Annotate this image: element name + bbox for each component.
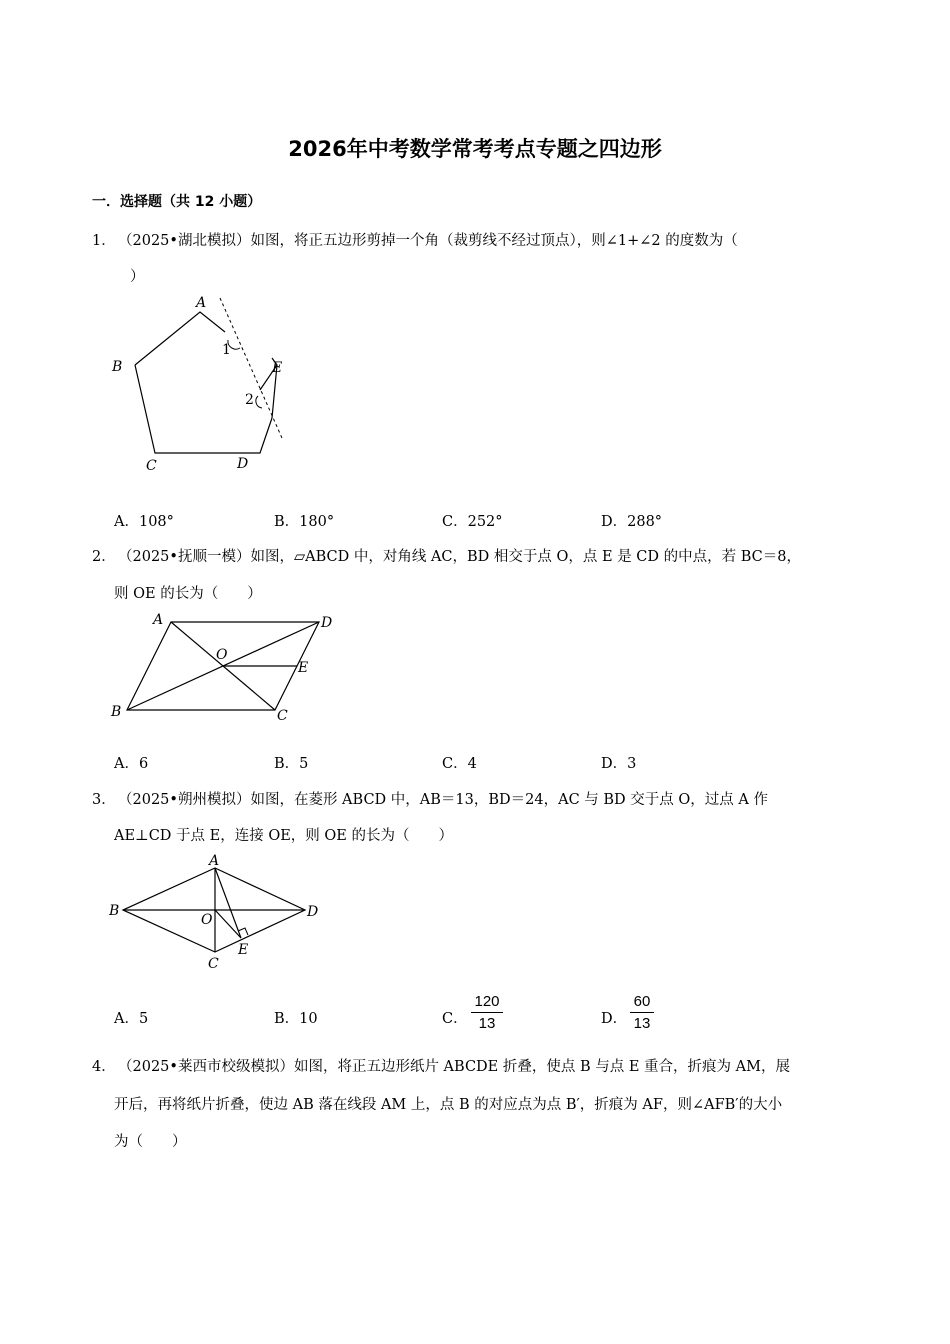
option-c-fraction <box>471 993 503 1032</box>
label-C: C <box>208 956 219 972</box>
option-b[interactable]: B．10 <box>274 1011 318 1027</box>
label-C: C <box>146 458 157 474</box>
question-text: （2025•莱西市校级模拟）如图，将正五边形纸片 ABCDE 折叠，使点 B 与点 E 重合，折痕为 AM，展 <box>118 1059 790 1075</box>
question-text: 开后，再将纸片折叠，使边 AB 落在线段 AM 上，点 B 的对应点为点 B′，折痕为 AF，则∠AFB′的大小 <box>114 1097 783 1113</box>
fraction-denominator: 13 <box>633 1015 651 1032</box>
option-a[interactable]: A．6 <box>114 756 149 772</box>
option-c[interactable]: C． <box>442 1011 468 1027</box>
option-c[interactable]: C．4 <box>442 756 477 772</box>
angle-2-label: 2 <box>245 392 254 408</box>
label-B: B <box>109 903 120 919</box>
option-a[interactable]: A．108° <box>114 514 174 530</box>
section-heading: 一．选择题（共 12 小题） <box>92 194 262 210</box>
label-E: E <box>298 660 309 676</box>
option-d-fraction <box>630 993 654 1032</box>
fraction-numerator: 120 <box>474 993 500 1010</box>
question-text: ） <box>130 269 145 285</box>
option-a[interactable]: A．5 <box>114 1011 149 1027</box>
label-B: B <box>112 359 123 375</box>
question-number: 1． <box>92 233 116 249</box>
label-A: A <box>209 853 220 869</box>
question-text: （2025•朔州模拟）如图，在菱形 ABCD 中，AB＝13，BD＝24，AC 与 BD 交于点 O，过点 A 作 <box>118 792 768 808</box>
question-text: AE⊥CD 于点 E，连接 OE，则 OE 的长为（ ） <box>114 828 453 844</box>
option-c[interactable]: C．252° <box>442 514 503 530</box>
fraction-numerator: 60 <box>633 993 651 1010</box>
question-number: 4． <box>92 1059 116 1075</box>
question-number: 3． <box>92 792 116 808</box>
label-C: C <box>277 708 288 723</box>
option-d[interactable]: D． <box>601 1011 628 1027</box>
option-d[interactable]: D．3 <box>601 756 637 772</box>
label-A: A <box>153 612 164 628</box>
question-text: 则 OE 的长为（ ） <box>114 586 262 602</box>
option-b[interactable]: B．180° <box>274 514 335 530</box>
label-E: E <box>272 360 283 376</box>
question-number: 2． <box>92 549 116 565</box>
label-O: O <box>201 912 213 928</box>
label-O: O <box>216 647 228 663</box>
label-D: D <box>321 615 333 631</box>
label-E: E <box>238 942 249 958</box>
option-d[interactable]: D．288° <box>601 514 663 530</box>
label-A: A <box>196 295 207 311</box>
parallelogram-figure <box>105 608 345 723</box>
angle-1-label: 1 <box>222 342 231 358</box>
label-D: D <box>307 904 319 920</box>
question-text: （2025•抚顺一模）如图，▱ABCD 中，对角线 AC，BD 相交于点 O，点 E 是 CD 的中点，若 BC＝8， <box>118 549 801 565</box>
question-text: （2025•湖北模拟）如图，将正五边形剪掉一个角（裁剪线不经过顶点），则∠1+∠2 的度数为（ <box>118 233 738 249</box>
rhombus-figure <box>105 852 335 972</box>
fraction-denominator: 13 <box>478 1015 496 1032</box>
option-b[interactable]: B．5 <box>274 756 309 772</box>
page-title: 2026年中考数学常考考点专题之四边形 <box>288 137 662 161</box>
label-B: B <box>111 704 122 720</box>
label-D: D <box>237 456 249 472</box>
pentagon-figure <box>100 290 300 480</box>
question-text: 为（ ） <box>114 1134 187 1150</box>
